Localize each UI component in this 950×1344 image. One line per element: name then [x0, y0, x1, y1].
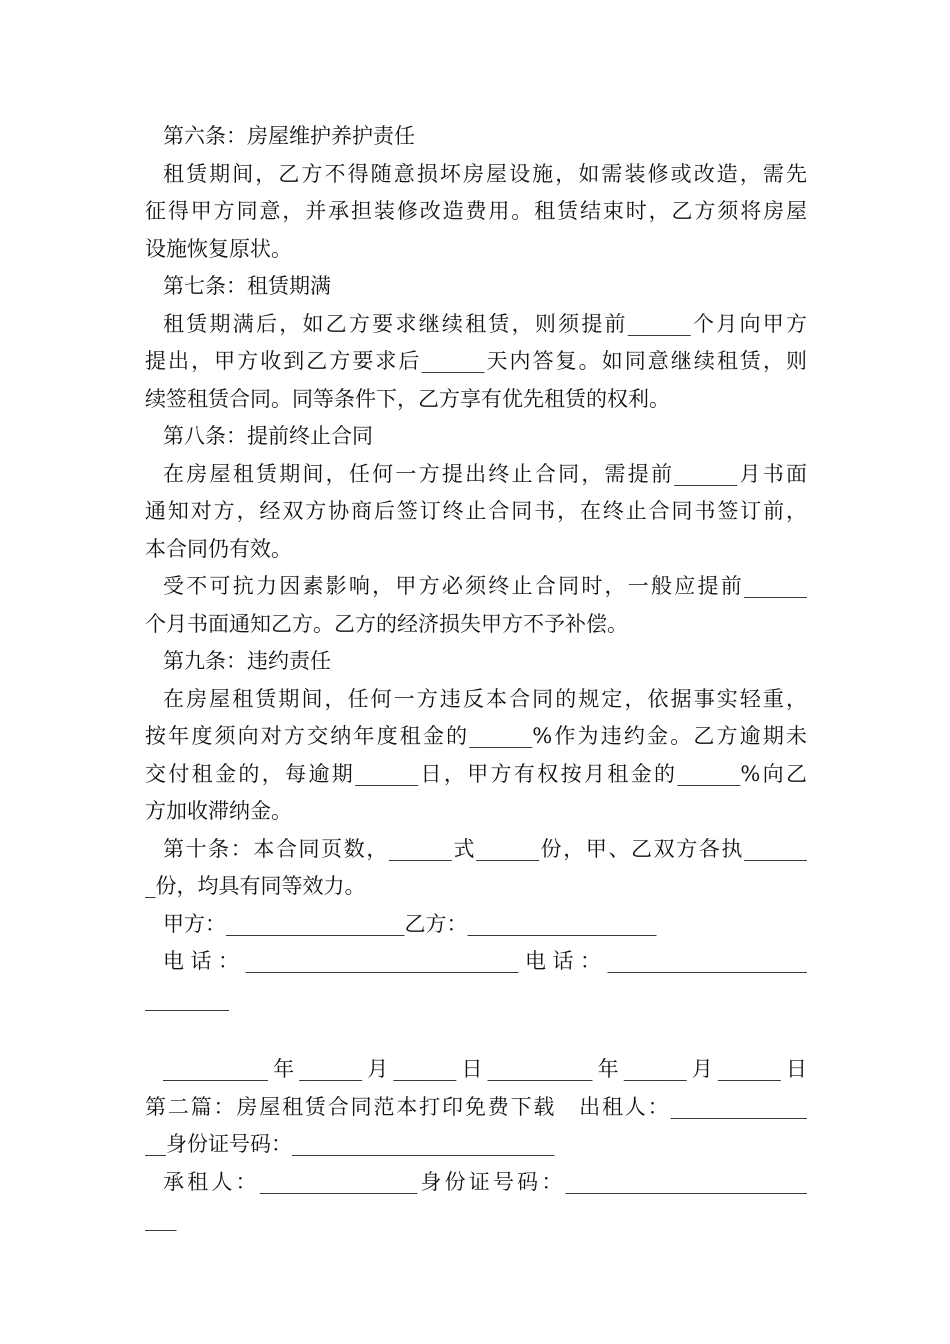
article-8-text-line: 在房屋租赁期间，任何一方提出终止合同，需提前______月书面: [163, 461, 807, 486]
article-10-text-line: _份，均具有同等效力。: [145, 874, 366, 898]
article-9-text-line: 在房屋租赁期间，任何一方违反本合同的规定，依据事实轻重，: [163, 686, 807, 711]
article-9-text-line: 方加收滞纳金。: [145, 799, 292, 823]
article-8-text-line: 个月书面通知乙方。乙方的经济损失甲方不予补偿。: [145, 611, 628, 636]
article-7-heading: 第七条：租赁期满: [163, 274, 331, 298]
article-9-text-line: 按年度须向对方交纳年度租金的______%作为违约金。乙方逾期未: [145, 724, 807, 748]
article-6-text-line: 征得甲方同意，并承担装修改造费用。租赁结束时，乙方须将房屋: [145, 199, 807, 223]
article-7-text-line: 续签租赁合同。同等条件下，乙方享有优先租赁的权利。: [145, 386, 670, 411]
lessor-id-line: __身份证号码：_________________________: [145, 1132, 555, 1156]
phone-line: 电话：__________________________电话：___________________: [163, 949, 807, 973]
date-line: __________年______月______日__________年______月______日: [163, 1057, 807, 1081]
article-10-text-line: 第十条：本合同页数，______式______份，甲、乙双方各执______: [163, 836, 807, 861]
phone-line-continuation: ________: [145, 986, 229, 1011]
article-8-text-line: 受不可抗力因素影响，甲方必须终止合同时，一般应提前______: [163, 574, 807, 598]
article-8-heading: 第八条：提前终止合同: [163, 424, 373, 448]
article-8-text-line: 本合同仍有效。: [145, 536, 292, 561]
lessee-line-continuation: ___: [145, 1207, 177, 1231]
article-7-text-line: 提出，甲方收到乙方要求后______天内答复。如同意继续租赁，则: [145, 349, 807, 373]
article-9-text-line: 交付租金的，每逾期______日，甲方有权按月租金的______%向乙: [145, 761, 807, 786]
article-6-text-line: 设施恢复原状。: [145, 236, 292, 261]
lessee-line: 承租人：_______________身份证号码：_______________________: [163, 1169, 807, 1194]
article-7-text-line: 租赁期满后，如乙方要求继续租赁，则须提前______个月向甲方: [163, 311, 807, 336]
spacer: [145, 1018, 807, 1051]
part-two-heading-line: 第二篇：房屋租赁合同范本打印免费下载 出租人：_____________: [145, 1094, 807, 1119]
article-9-heading: 第九条：违约责任: [163, 649, 331, 673]
document-page: [145, 118, 807, 1239]
article-6-text-line: 租赁期间，乙方不得随意损坏房屋设施，如需装修或改造，需先: [163, 161, 807, 186]
article-6-heading: 第六条：房屋维护养护责任: [163, 124, 415, 148]
party-a-b-signature-line: 甲方：_________________乙方：__________________: [163, 911, 657, 936]
article-8-text-line: 通知对方，经双方协商后签订终止合同书，在终止合同书签订前，: [145, 499, 807, 523]
